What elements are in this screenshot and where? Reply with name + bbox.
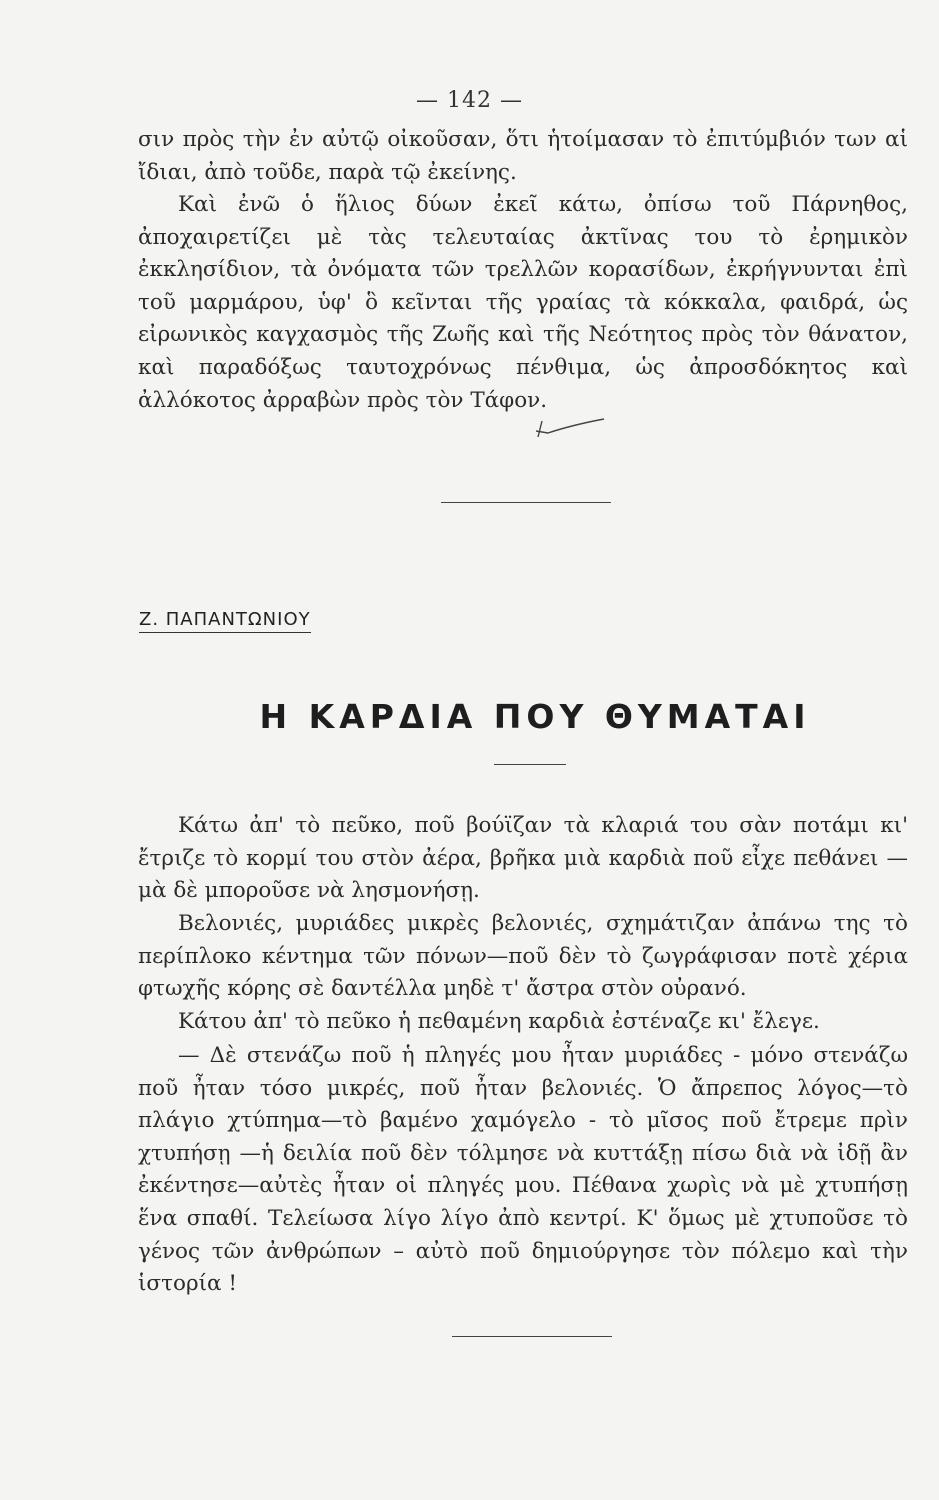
continued-paragraph: σιν πρὸς τὴν ἐν αὐτῷ οἰκοῦσαν, ὅτι ἡτοίμασαν τὸ ἐπιτύμβιόν των αἱ ἴδιαι, ἀπὸ τοῦδε, παρὰ τῷ ἐκείνης.: [138, 127, 908, 185]
story-paragraph: — Δὲ στενάζω ποῦ ἡ πληγές μου ἦταν μυριάδες - μόνο στενάζω ποῦ ἦταν τόσο μικρές, ποῦ ἦταν βελονιές. Ὁ ἄπρεπος λόγος—τὸ πλάγιο χτύπημα—τὸ βαμένο χαμόγελο - τὸ μῖσος ποῦ ἔτρεμε πρὶν χτυπήσῃ —ἡ δειλία ποῦ δὲν τόλμησε νὰ κυττάξῃ πίσω διὰ νὰ ἰδῇ ἂν ἐκέντησε—αὐτὲς ἦταν οἱ πληγές μου. Πέθανα χωρὶς νὰ μὲ χτυπήσῃ ἕνα σπαθί. Τελείωσα λίγο λίγο ἀπὸ κεντρί. Κ' ὅμως μὲ χτυποῦσε τὸ γένος τῶν ἀνθρώπων – αὐτὸ ποῦ δημιούργησε τὸν πόλεμο καὶ τὴν ἱστορία !: [138, 1043, 908, 1297]
story-title: Η ΚΑΡΔΙΑ ΠΟΥ ΘΥΜΑΤΑΙ: [259, 697, 811, 736]
page-number: — 142 —: [416, 88, 523, 113]
story-paragraph: Κάτου ἀπ' τὸ πεῦκο ἡ πεθαμένη καρδιὰ ἐστέναζε κι' ἔλεγε.: [178, 1009, 820, 1034]
story-paragraph: Κάτω ἀπ' τὸ πεῦκο, ποῦ βούϊζαν τὰ κλαριά του σὰν ποτάμι κι' ἔτριζε τὸ κορμί του στὸν ἀέρα, βρῆκα μιὰ καρδιὰ ποῦ εἶχε πεθάνει —μὰ δὲ μποροῦσε νὰ λησμονήσῃ.: [138, 813, 908, 904]
author-name: Ζ. ΠΑΠΑΝΤΩΝΙΟΥ: [139, 609, 311, 633]
end-divider: [452, 1336, 612, 1337]
pencil-mark-icon: [532, 413, 612, 443]
section-divider: [441, 502, 611, 503]
title-underline: [494, 764, 566, 765]
story-paragraph: Βελονιές, μυριάδες μικρὲς βελονιές, σχημάτιζαν ἀπάνω της τὸ περίπλοκο κέντημα τῶν πόνων—ποῦ δὲν τὸ ζωγράφισαν ποτὲ χέρια φτωχῆς κόρης σὲ δαντέλλα μηδὲ τ' ἄστρα στὸν οὐρανό.: [138, 911, 908, 1002]
closing-paragraph: Καὶ ἐνῶ ὁ ἥλιος δύων ἐκεῖ κάτω, ὀπίσω τοῦ Πάρνηθος, ἀποχαιρετίζει μὲ τὰς τελευταίας ἀκτῖνας του τὸ ἐρημικὸν ἐκκλησίδιον, τὰ ὀνόματα τῶν τρελλῶν κορασίδων, ἐκρήγνυνται ἐπὶ τοῦ μαρμάρου, ὑφ' ὃ κεῖνται τῆς γραίας τὰ κόκκαλα, φαιδρά, ὡς εἰρωνικὸς καγχασμὸς τῆς Ζωῆς καὶ τῆς Νεότητος πρὸς τὸν θάνατον, καὶ παραδόξως ταυτοχρόνως πένθιμα, ὡς ἀπροσδόκητος καὶ ἀλλόκοτος ἀρραβὼν πρὸς τὸν Τάφον.: [138, 192, 908, 413]
